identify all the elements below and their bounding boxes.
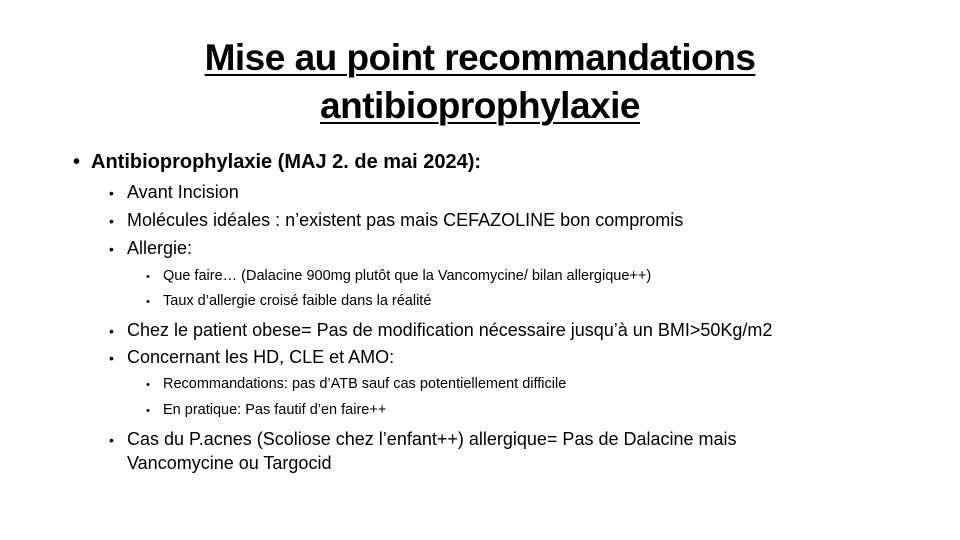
bullet-obese-text: Chez le patient obese= Pas de modification nécessaire jusqu’à un BMI>50Kg/m2 [127, 320, 773, 340]
bullet-dot: • [109, 350, 114, 366]
bullet-concernant-text: Concernant les HD, CLE et AMO: [127, 347, 395, 367]
title-line-1: Mise au point recommandations [204, 37, 756, 78]
bullet-pacnes-text-line-1: Cas du P.acnes (Scoliose chez l’enfant++) allergique= Pas de Dalacine mais [127, 429, 737, 449]
title-line-2: antibioprophylaxie [320, 85, 640, 126]
bullet-dot: • [109, 432, 114, 448]
bullet-dot: • [109, 185, 114, 201]
bullet-dot: • [73, 151, 81, 173]
bullet-dot: • [109, 323, 114, 339]
bullet-allergie-que-faire-text: Que faire… (Dalacine 900mg plutôt que la Vancomycine/ bilan allergique++) [163, 268, 652, 284]
bullet-dot: • [146, 405, 150, 417]
bullet-en-pratique-text: En pratique: Pas fautif d’en faire++ [163, 402, 387, 418]
bullet-allergie-text: Allergie: [127, 238, 193, 258]
bullet-dot: • [109, 241, 114, 257]
bullet-dot: • [146, 379, 150, 391]
bullet-recommandations-text: Recommandations: pas d’ATB sauf cas potentiellement difficile [163, 376, 567, 392]
bullet-allergie-taux-text: Taux d’allergie croisé faible dans la réalité [163, 293, 432, 309]
bullet-avant-incision-text: Avant Incision [127, 182, 239, 202]
bullet-dot: • [109, 213, 114, 229]
bullet-molecules-text: Molécules idéales : n’existent pas mais CEFAZOLINE bon compromis [127, 210, 684, 230]
bullet-main-text: Antibioprophylaxie (MAJ 2. de mai 2024): [91, 151, 482, 173]
slide-title [0, 34, 960, 130]
bullet-dot: • [146, 271, 150, 283]
bullet-pacnes-text-line-2: Vancomycine ou Targocid [127, 453, 332, 473]
bullet-dot: • [146, 296, 150, 308]
